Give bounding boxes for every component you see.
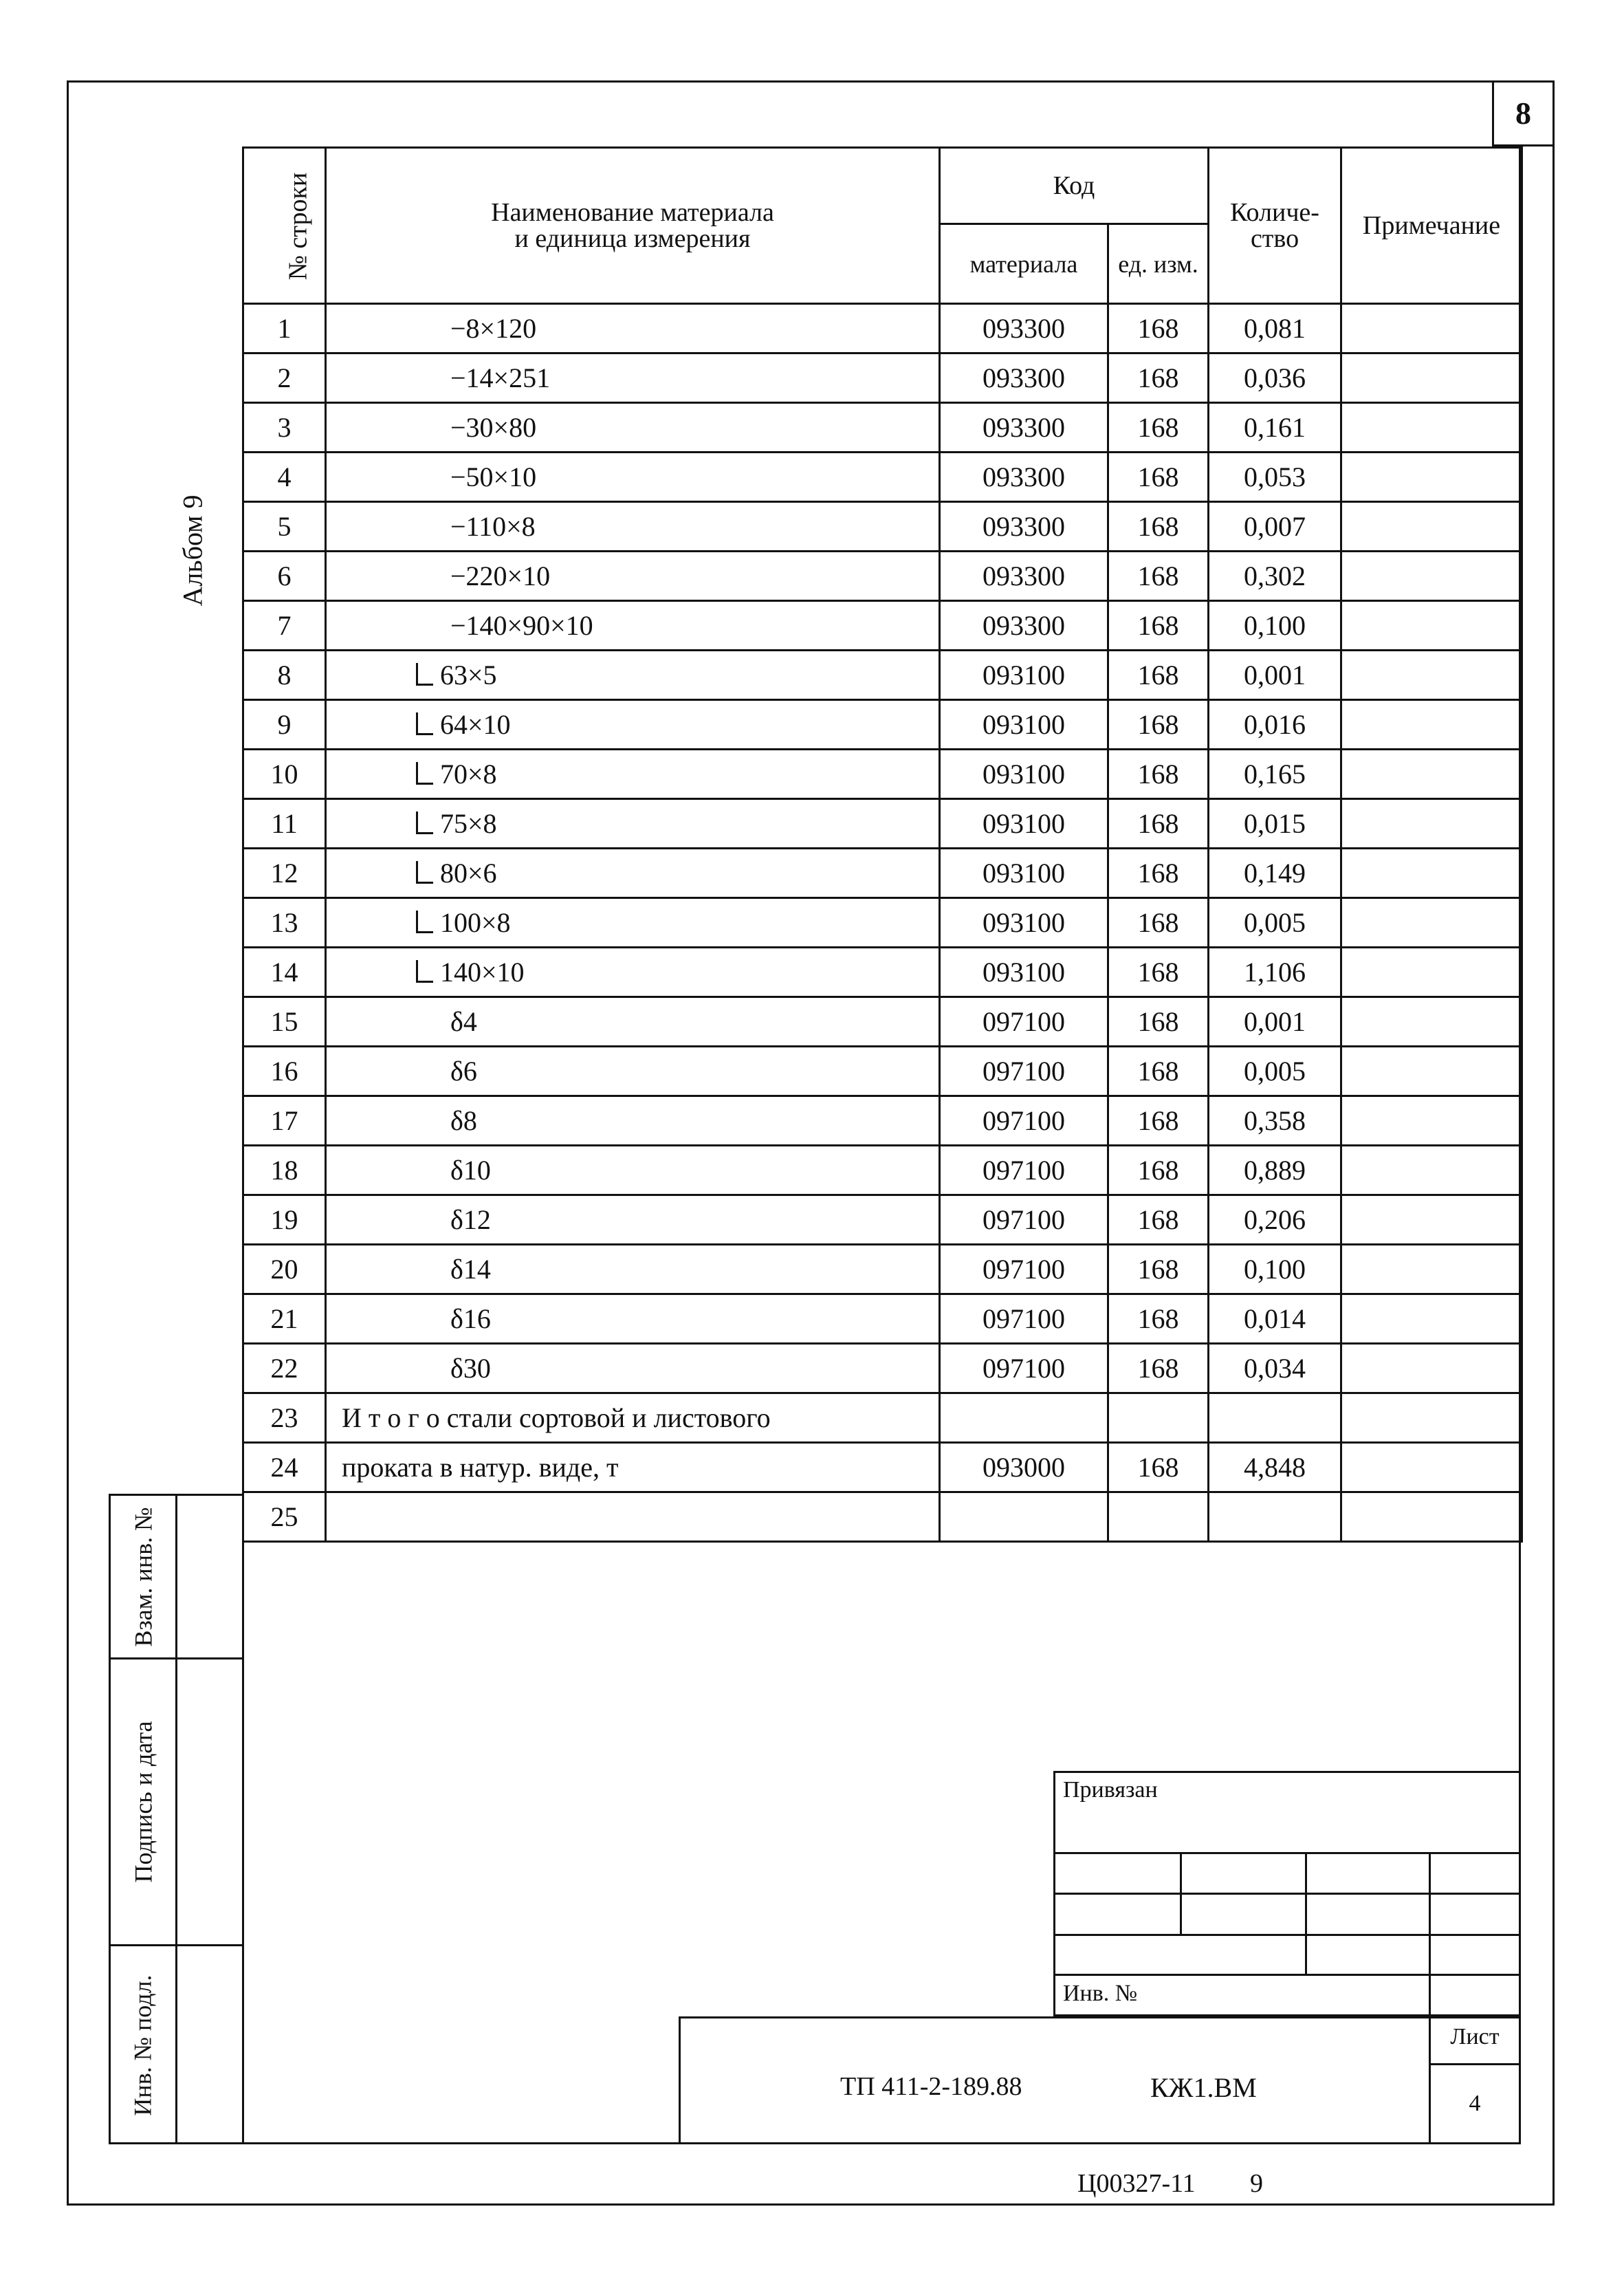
cell-material-code: 093100 [940, 948, 1108, 997]
cell-quantity: 0,005 [1209, 898, 1341, 948]
cell-unit-code: 168 [1108, 1344, 1209, 1393]
cell-row-no: 5 [243, 502, 326, 552]
doc-code: ТП 411-2-189.88 [840, 2072, 1022, 2101]
cell-name [326, 552, 940, 601]
binding-label: Привязан [1063, 1777, 1158, 1803]
cell-unit-code: 168 [1108, 353, 1209, 403]
table-row [243, 799, 1522, 849]
angle-profile-icon [416, 911, 433, 933]
cell-quantity: 0,036 [1209, 353, 1341, 403]
table-row [243, 353, 1522, 403]
cell-note [1341, 1245, 1522, 1294]
cell-unit-code: 168 [1108, 799, 1209, 849]
cell-quantity: 0,100 [1209, 601, 1341, 651]
cell-note [1341, 304, 1522, 353]
cell-row-no: 21 [243, 1294, 326, 1344]
cell-row-no: 1 [243, 304, 326, 353]
cell-material-code [940, 1492, 1108, 1542]
cell-note [1341, 1096, 1522, 1146]
cell-unit-code: 168 [1108, 849, 1209, 898]
material-name: δ8 [450, 1104, 477, 1136]
cell-unit-code: 168 [1108, 1047, 1209, 1096]
cell-quantity: 0,358 [1209, 1096, 1341, 1146]
cell-material-code [940, 1393, 1108, 1443]
binding-row-3 [1053, 1934, 1521, 1936]
cell-row-no: 15 [243, 997, 326, 1047]
cell-row-no: 9 [243, 700, 326, 750]
cell-unit-code: 168 [1108, 750, 1209, 799]
binding-col-2 [1305, 1852, 1307, 1974]
cell-name [326, 304, 940, 353]
cell-row-no: 24 [243, 1443, 326, 1492]
table-row [243, 997, 1522, 1047]
material-name: −14×251 [450, 362, 551, 393]
cell-material-code: 093300 [940, 304, 1108, 353]
cell-name [326, 353, 940, 403]
table-row [243, 849, 1522, 898]
cell-row-no: 7 [243, 601, 326, 651]
cell-material-code: 097100 [940, 1195, 1108, 1245]
cell-quantity: 0,014 [1209, 1294, 1341, 1344]
table-row [243, 750, 1522, 799]
inv-no-label: Инв. № [1063, 1981, 1138, 2006]
cell-unit-code: 168 [1108, 1443, 1209, 1492]
cell-name [326, 601, 940, 651]
cell-quantity: 0,149 [1209, 849, 1341, 898]
header-code-unit: ед. изм. [1108, 224, 1209, 304]
header-code: Код [940, 148, 1209, 224]
cell-quantity: 0,005 [1209, 1047, 1341, 1096]
binding-col-3 [1429, 1852, 1431, 2016]
cell-note [1341, 552, 1522, 601]
cell-row-no: 20 [243, 1245, 326, 1294]
binding-row-2 [1053, 1893, 1521, 1895]
cell-note [1341, 849, 1522, 898]
table-row [243, 1146, 1522, 1195]
table-row [243, 948, 1522, 997]
material-name: проката в натур. виде, т [342, 1451, 619, 1483]
cell-unit-code [1108, 1393, 1209, 1443]
cell-name [326, 1344, 940, 1393]
material-name: δ6 [450, 1055, 477, 1087]
table-row [243, 304, 1522, 353]
cell-note [1341, 700, 1522, 750]
doc-mark: КЖ1.ВМ [1150, 2072, 1257, 2103]
cell-row-no: 22 [243, 1344, 326, 1393]
cell-note [1341, 1393, 1522, 1443]
material-name: −220×10 [450, 560, 551, 591]
cell-material-code: 093100 [940, 651, 1108, 700]
cell-row-no: 8 [243, 651, 326, 700]
cell-row-no: 10 [243, 750, 326, 799]
cell-unit-code: 168 [1108, 898, 1209, 948]
list-label-divider [1429, 2063, 1521, 2065]
material-name: −140×90×10 [450, 609, 593, 641]
cell-name [326, 651, 940, 700]
cell-row-no: 18 [243, 1146, 326, 1195]
cell-unit-code: 168 [1108, 304, 1209, 353]
cell-quantity: 0,001 [1209, 651, 1341, 700]
material-name: 70×8 [440, 758, 497, 790]
cell-note [1341, 502, 1522, 552]
table-row [243, 1245, 1522, 1294]
material-name: −30×80 [450, 411, 537, 443]
cell-row-no: 4 [243, 453, 326, 502]
cell-note [1341, 1195, 1522, 1245]
cell-row-no: 23 [243, 1393, 326, 1443]
material-name: δ10 [450, 1154, 491, 1186]
cell-name [326, 1195, 940, 1245]
cell-material-code: 097100 [940, 1294, 1108, 1344]
table-row [243, 552, 1522, 601]
cell-quantity: 0,161 [1209, 403, 1341, 453]
cell-unit-code [1108, 1492, 1209, 1542]
cell-name [326, 502, 940, 552]
angle-profile-icon [416, 861, 433, 884]
cell-quantity: 1,106 [1209, 948, 1341, 997]
cell-material-code: 093100 [940, 700, 1108, 750]
list-label: Лист [1450, 2024, 1500, 2049]
cell-quantity: 0,007 [1209, 502, 1341, 552]
cell-note [1341, 997, 1522, 1047]
cell-unit-code: 168 [1108, 1096, 1209, 1146]
cell-name [326, 1294, 940, 1344]
cell-quantity: 0,206 [1209, 1195, 1341, 1245]
cell-row-no: 19 [243, 1195, 326, 1245]
side-stamp-vzam-inv: Взам. инв. № [129, 1507, 157, 1646]
cell-material-code: 097100 [940, 1344, 1108, 1393]
table-row [243, 1393, 1522, 1443]
header-row-no: № строки [243, 148, 326, 304]
material-name: δ30 [450, 1352, 491, 1384]
cell-material-code: 093100 [940, 849, 1108, 898]
table-row [243, 502, 1522, 552]
table-row [243, 651, 1522, 700]
cell-note [1341, 1294, 1522, 1344]
cell-material-code: 097100 [940, 1245, 1108, 1294]
cell-note [1341, 1344, 1522, 1393]
material-name: δ4 [450, 1005, 477, 1037]
cell-name [326, 1047, 940, 1096]
table-row [243, 1344, 1522, 1393]
binding-row-1 [1053, 1852, 1521, 1854]
side-stamp-divider [175, 1494, 177, 2144]
cell-note [1341, 601, 1522, 651]
cell-row-no: 17 [243, 1096, 326, 1146]
header-name: Наименование материала и единица измерения [326, 148, 940, 304]
cell-unit-code: 168 [1108, 1146, 1209, 1195]
cell-name [326, 1492, 940, 1542]
material-name: 75×8 [440, 807, 497, 839]
cell-material-code: 093300 [940, 403, 1108, 453]
cell-row-no: 11 [243, 799, 326, 849]
table-row [243, 898, 1522, 948]
cell-quantity: 0,889 [1209, 1146, 1341, 1195]
footer-page: 9 [1250, 2169, 1263, 2198]
cell-note [1341, 898, 1522, 948]
table-row [243, 1492, 1522, 1542]
list-number: 4 [1469, 2091, 1481, 2116]
cell-quantity: 0,034 [1209, 1344, 1341, 1393]
cell-row-no: 3 [243, 403, 326, 453]
cell-name [326, 898, 940, 948]
angle-profile-icon [416, 812, 433, 834]
cell-unit-code: 168 [1108, 1195, 1209, 1245]
header-code-material: материала [940, 224, 1108, 304]
cell-material-code: 097100 [940, 1146, 1108, 1195]
cell-note [1341, 1047, 1522, 1096]
cell-name [326, 700, 940, 750]
table-row [243, 1294, 1522, 1344]
table-row [243, 453, 1522, 502]
material-name: −8×120 [450, 312, 537, 344]
cell-unit-code: 168 [1108, 651, 1209, 700]
cell-name [326, 403, 940, 453]
cell-unit-code: 168 [1108, 700, 1209, 750]
album-label: Альбом 9 [177, 494, 208, 606]
cell-quantity: 4,848 [1209, 1443, 1341, 1492]
material-name: −110×8 [450, 510, 536, 542]
table-row [243, 700, 1522, 750]
header-quantity: Количе- ство [1209, 148, 1341, 304]
material-name: 100×8 [440, 906, 511, 938]
cell-unit-code: 168 [1108, 601, 1209, 651]
cell-note [1341, 1146, 1522, 1195]
material-name: 80×6 [440, 857, 497, 889]
cell-note [1341, 403, 1522, 453]
cell-name [326, 799, 940, 849]
cell-unit-code: 168 [1108, 997, 1209, 1047]
table-row [243, 601, 1522, 651]
cell-unit-code: 168 [1108, 403, 1209, 453]
binding-row-4 [1053, 1974, 1521, 1976]
cell-material-code: 093300 [940, 601, 1108, 651]
cell-material-code: 097100 [940, 1096, 1108, 1146]
material-name: δ16 [450, 1303, 491, 1334]
cell-row-no: 2 [243, 353, 326, 403]
side-stamp-podpis-data: Подпись и дата [129, 1721, 157, 1883]
cell-row-no: 12 [243, 849, 326, 898]
cell-quantity: 0,165 [1209, 750, 1341, 799]
cell-material-code: 093300 [940, 552, 1108, 601]
cell-row-no: 14 [243, 948, 326, 997]
angle-profile-icon [416, 712, 433, 735]
cell-name [326, 997, 940, 1047]
table-row [243, 1047, 1522, 1096]
cell-quantity [1209, 1492, 1341, 1542]
cell-row-no: 16 [243, 1047, 326, 1096]
cell-note [1341, 353, 1522, 403]
table-row [243, 1096, 1522, 1146]
cell-material-code: 093300 [940, 353, 1108, 403]
cell-quantity: 0,302 [1209, 552, 1341, 601]
cell-material-code: 093100 [940, 750, 1108, 799]
cell-note [1341, 750, 1522, 799]
material-name: И т о г о стали сортовой и листового [342, 1402, 771, 1433]
cell-name [326, 1146, 940, 1195]
cell-name [326, 453, 940, 502]
cell-unit-code: 168 [1108, 552, 1209, 601]
cell-quantity: 0,100 [1209, 1245, 1341, 1294]
cell-note [1341, 1443, 1522, 1492]
cell-quantity: 0,015 [1209, 799, 1341, 849]
cell-name [326, 1096, 940, 1146]
cell-quantity: 0,081 [1209, 304, 1341, 353]
material-name: δ12 [450, 1204, 491, 1235]
cell-quantity: 0,016 [1209, 700, 1341, 750]
cell-material-code: 093000 [940, 1443, 1108, 1492]
cell-material-code: 093300 [940, 502, 1108, 552]
sheet-number: 8 [1515, 96, 1531, 131]
binding-col-1 [1180, 1852, 1182, 1934]
cell-name [326, 948, 940, 997]
cell-note [1341, 453, 1522, 502]
angle-profile-icon [416, 663, 433, 686]
cell-material-code: 093100 [940, 898, 1108, 948]
cell-name [326, 1443, 940, 1492]
cell-unit-code: 168 [1108, 453, 1209, 502]
angle-profile-icon [416, 762, 433, 785]
cell-quantity [1209, 1393, 1341, 1443]
material-name: 64×10 [440, 708, 511, 740]
cell-note [1341, 948, 1522, 997]
material-name: 63×5 [440, 659, 497, 690]
header-note: Примечание [1341, 148, 1522, 304]
title-block [679, 2016, 1521, 2144]
cell-material-code: 093300 [940, 453, 1108, 502]
cell-name [326, 849, 940, 898]
table-row [243, 1443, 1522, 1492]
table-row [243, 1195, 1522, 1245]
cell-name [326, 750, 940, 799]
cell-note [1341, 1492, 1522, 1542]
materials-table [242, 146, 1523, 1543]
cell-name [326, 1393, 940, 1443]
material-name: δ14 [450, 1253, 491, 1285]
cell-unit-code: 168 [1108, 948, 1209, 997]
material-name: −50×10 [450, 461, 537, 492]
cell-unit-code: 168 [1108, 1245, 1209, 1294]
angle-profile-icon [416, 960, 433, 983]
cell-material-code: 097100 [940, 1047, 1108, 1096]
cell-quantity: 0,053 [1209, 453, 1341, 502]
cell-note [1341, 799, 1522, 849]
cell-material-code: 093100 [940, 799, 1108, 849]
cell-row-no: 6 [243, 552, 326, 601]
archive-code: Ц00327-11 [1077, 2169, 1196, 2198]
cell-quantity: 0,001 [1209, 997, 1341, 1047]
cell-row-no: 25 [243, 1492, 326, 1542]
cell-note [1341, 651, 1522, 700]
cell-material-code: 097100 [940, 997, 1108, 1047]
cell-name [326, 1245, 940, 1294]
cell-unit-code: 168 [1108, 502, 1209, 552]
cell-unit-code: 168 [1108, 1294, 1209, 1344]
cell-row-no: 13 [243, 898, 326, 948]
material-name: 140×10 [440, 956, 525, 988]
side-stamp-inv-podl: Инв. № подл. [129, 1974, 157, 2116]
table-row [243, 403, 1522, 453]
